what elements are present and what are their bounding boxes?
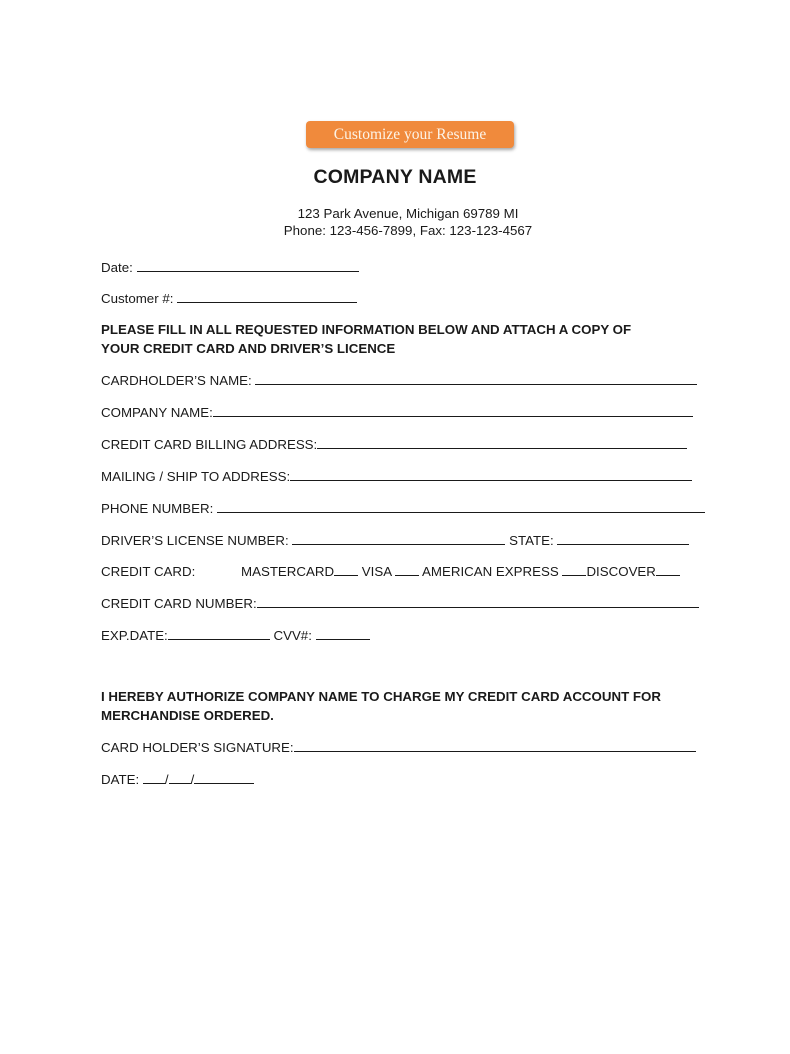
signature-row	[101, 738, 696, 756]
customize-resume-button[interactable]: Customize your Resume	[306, 121, 514, 148]
customer-row	[101, 289, 357, 307]
discover-field[interactable]	[656, 562, 680, 576]
instructions	[101, 320, 721, 358]
amex-field[interactable]	[562, 562, 586, 576]
state-label: STATE:	[509, 533, 554, 548]
authorization-line-1: I HEREBY AUTHORIZE COMPANY NAME TO CHARGE MY CREDIT CARD ACCOUNT FOR	[101, 689, 661, 704]
exp-date-field[interactable]	[168, 626, 270, 640]
phone-row	[101, 499, 705, 517]
phone-field[interactable]	[217, 499, 705, 513]
date-row	[101, 258, 359, 276]
date-separator: /	[164, 772, 169, 787]
customer-field[interactable]	[177, 289, 357, 303]
card-number-label: CREDIT CARD NUMBER:	[101, 596, 257, 611]
signature-label: CARD HOLDER’S SIGNATURE:	[101, 740, 294, 755]
date-separator: /	[190, 772, 195, 787]
license-label: DRIVER’S LICENSE NUMBER:	[101, 533, 289, 548]
phone-label: PHONE NUMBER:	[101, 501, 214, 516]
card-number-field[interactable]	[257, 594, 699, 608]
billing-address-row	[101, 435, 687, 453]
company-name-row	[101, 403, 693, 421]
company-name-field[interactable]	[213, 403, 693, 417]
mastercard-label: MASTERCARD	[241, 564, 335, 579]
license-field[interactable]	[292, 531, 505, 545]
company-name-heading: COMPANY NAME	[313, 166, 477, 188]
company-name-label: COMPANY NAME:	[101, 405, 213, 420]
date-label: Date:	[101, 260, 133, 275]
signature-date-label: DATE:	[101, 772, 140, 787]
signature-field[interactable]	[294, 738, 696, 752]
billing-address-field[interactable]	[317, 435, 687, 449]
authorization-statement	[101, 687, 721, 725]
license-row	[101, 531, 689, 549]
company-address: 123 Park Avenue, Michigan 69789 MI	[297, 206, 519, 221]
instructions-line-1: PLEASE FILL IN ALL REQUESTED INFORMATION BELOW AND ATTACH A COPY OF	[101, 322, 632, 337]
exp-cvv-row	[101, 626, 370, 644]
state-field[interactable]	[557, 531, 689, 545]
visa-field[interactable]	[395, 562, 419, 576]
visa-label: VISA	[361, 564, 392, 579]
credit-card-label: CREDIT CARD:	[101, 564, 196, 579]
amex-label: AMERICAN EXPRESS	[422, 564, 559, 579]
exp-date-label: EXP.DATE:	[101, 628, 168, 643]
cardholder-name-row	[101, 371, 697, 389]
card-number-row	[101, 594, 699, 612]
signature-date-year[interactable]	[194, 770, 254, 784]
signature-date-day[interactable]	[169, 770, 191, 784]
billing-address-label: CREDIT CARD BILLING ADDRESS:	[101, 437, 318, 452]
mailing-address-row	[101, 467, 692, 485]
discover-label: DISCOVER	[586, 564, 656, 579]
cvv-label: CVV#:	[273, 628, 312, 643]
mailing-address-field[interactable]	[290, 467, 692, 481]
cardholder-name-field[interactable]	[255, 371, 697, 385]
cardholder-name-label: CARDHOLDER’S NAME:	[101, 373, 252, 388]
date-field[interactable]	[137, 258, 359, 272]
mailing-address-label: MAILING / SHIP TO ADDRESS:	[101, 469, 291, 484]
credit-card-type-row	[101, 562, 680, 580]
customer-label: Customer #:	[101, 291, 174, 306]
instructions-line-2: YOUR CREDIT CARD AND DRIVER’S LICENCE	[101, 341, 396, 356]
signature-date-row	[101, 770, 254, 788]
authorization-line-2: MERCHANDISE ORDERED.	[101, 708, 274, 723]
company-contact: Phone: 123-456-7899, Fax: 123-123-4567	[283, 223, 533, 238]
cvv-field[interactable]	[316, 626, 370, 640]
signature-date-month[interactable]	[143, 770, 165, 784]
mastercard-field[interactable]	[334, 562, 358, 576]
